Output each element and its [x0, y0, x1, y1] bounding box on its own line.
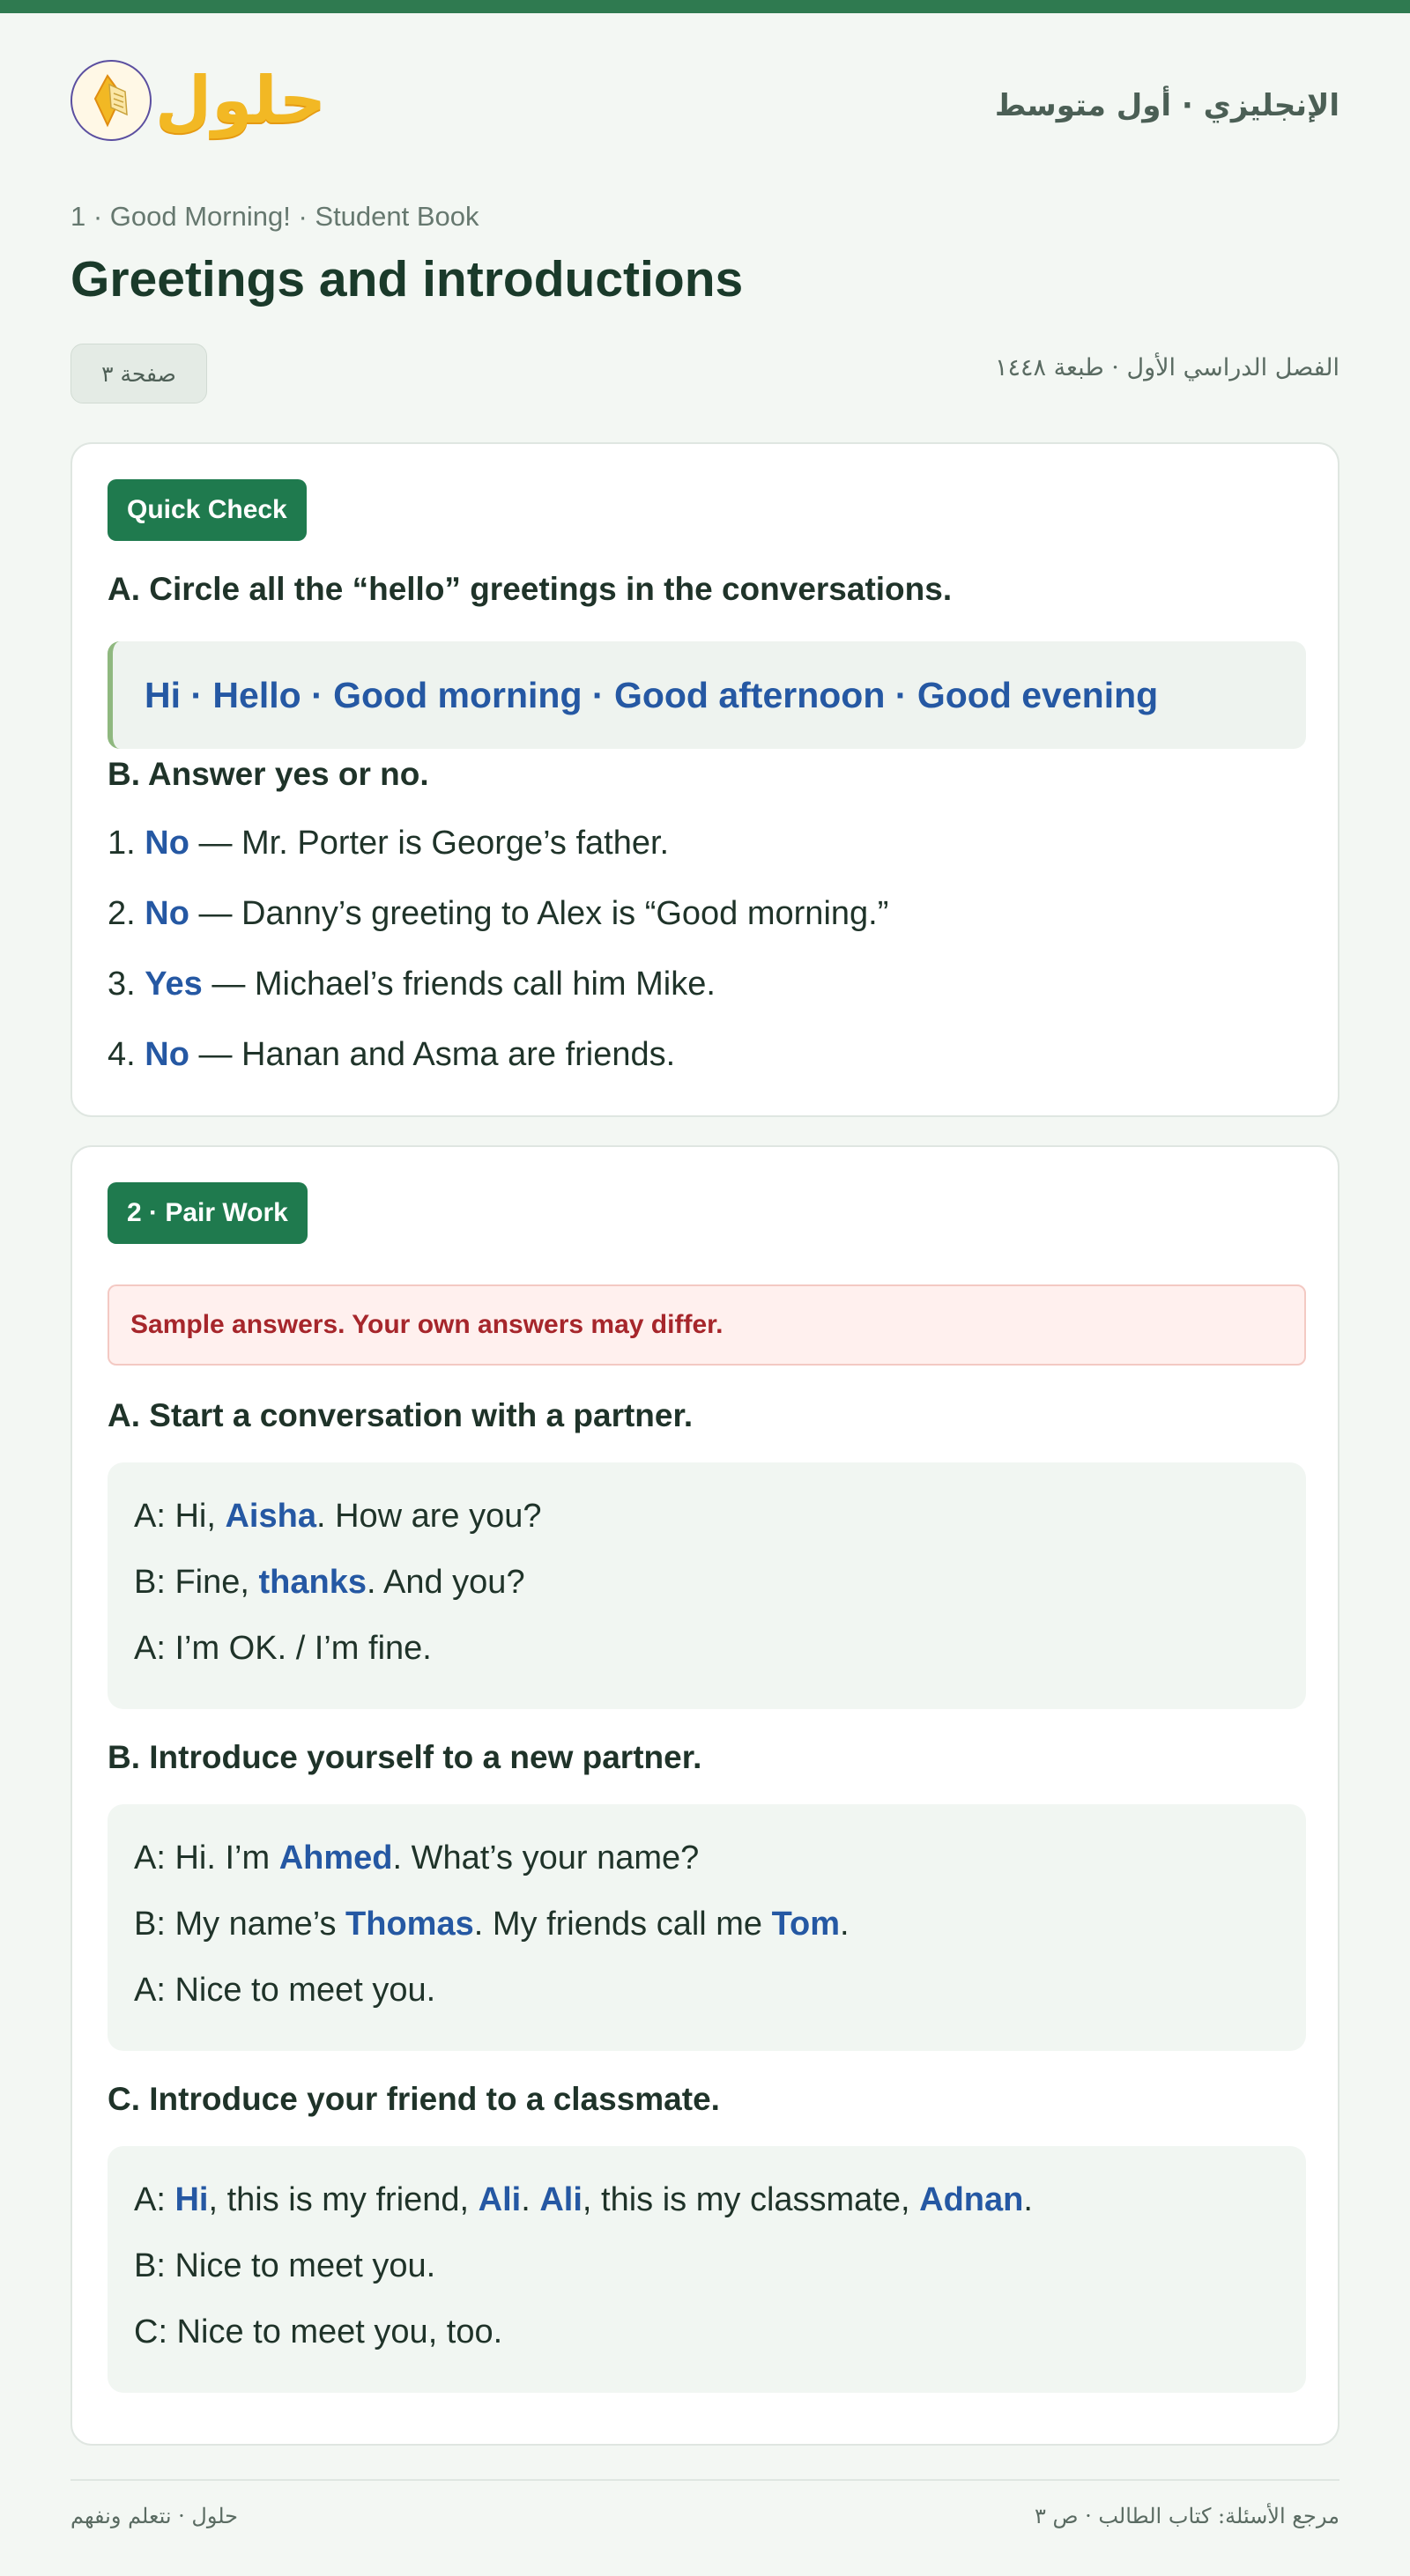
dialog-line: B: Nice to meet you.: [134, 2247, 436, 2284]
dialog-line: [134, 1564, 525, 1602]
answer-number: 4.: [108, 1036, 145, 1073]
dialog-line: [134, 1906, 850, 1943]
top-accent-bar: [0, 0, 1410, 13]
page-title: Greetings and introductions: [70, 251, 744, 307]
answer-item: [108, 895, 888, 933]
filled-answer: Hi: [174, 2181, 209, 2218]
greetings-answer-box: [108, 641, 1306, 749]
line-text: . What’s your name?: [392, 1839, 700, 1876]
pair-part-a-heading: A. Start a conversation with a partner.: [108, 1397, 694, 1433]
subject-title: الإنجليزي · أول متوسط: [994, 88, 1340, 123]
quick-check-card: [70, 442, 1340, 1117]
site-logo[interactable]: [70, 60, 326, 141]
dialog-line: [134, 2181, 1033, 2219]
dialog-line: A: Nice to meet you.: [134, 1972, 436, 2009]
pair-part-c-heading: C. Introduce your friend to a classmate.: [108, 2081, 720, 2117]
notice-text: Sample answers. Your own answers may differ.: [130, 1310, 724, 1339]
pair-part-b-heading: B. Introduce yourself to a new partner.: [108, 1739, 702, 1775]
answer-statement: — Michael’s friends call him Mike.: [202, 966, 716, 1003]
dialog-line: [134, 1839, 699, 1877]
filled-answer: Tom: [771, 1906, 841, 1943]
breadcrumb: 1 · Good Morning! · Student Book: [70, 201, 479, 232]
line-text: . And you?: [366, 1564, 525, 1601]
filled-answer: Ali: [478, 2181, 522, 2218]
quick-check-tag: Quick Check: [108, 479, 307, 541]
filled-answer: Ali: [539, 2181, 583, 2218]
filled-answer: Aisha: [225, 1498, 316, 1535]
logo-emblem-icon: [70, 60, 152, 141]
line-text: A: Hi. I’m: [134, 1839, 279, 1876]
semester-label: الفصل الدراسي الأول · طبعة ١٤٤٨: [994, 354, 1340, 381]
line-text: , this is my classmate,: [582, 2181, 920, 2218]
answer-item: [108, 1036, 675, 1074]
part-a-heading: A. Circle all the “hello” greetings in the conversations.: [108, 571, 953, 607]
line-text: .: [840, 1906, 850, 1943]
answer-statement: — Danny’s greeting to Alex is “Good morning.”: [189, 895, 889, 932]
answer-number: 2.: [108, 895, 145, 932]
line-text: B: My name’s: [134, 1906, 346, 1943]
answer-value: No: [145, 825, 189, 862]
line-text: .: [1023, 2181, 1033, 2218]
filled-answer: Adnan: [919, 2181, 1024, 2218]
answer-statement: — Hanan and Asma are friends.: [189, 1036, 676, 1073]
dialog-line: [134, 1498, 542, 1536]
logo-wordmark: حلول: [155, 63, 327, 138]
line-text: A: Hi,: [134, 1498, 226, 1535]
line-text: B: Fine,: [134, 1564, 259, 1601]
conversation-box: [108, 2146, 1306, 2393]
footer-divider: [70, 2479, 1340, 2481]
line-text: .: [521, 2181, 540, 2218]
page-number-chip: صفحة ٣: [70, 344, 207, 403]
line-text: , this is my friend,: [208, 2181, 479, 2218]
filled-answer: Thomas: [345, 1906, 474, 1943]
answer-value: No: [145, 1036, 189, 1073]
conversation-box: [108, 1462, 1306, 1709]
dialog-line: C: Nice to meet you, too.: [134, 2313, 503, 2350]
line-text: . My friends call me: [473, 1906, 772, 1943]
answer-number: 1.: [108, 825, 145, 862]
answer-value: Yes: [145, 966, 203, 1003]
footer-tagline: حلول · نتعلم ونفهم: [70, 2504, 238, 2528]
line-text: . How are you?: [315, 1498, 542, 1535]
greetings-list: Hi · Hello · Good morning · Good afternoon · Good evening: [145, 674, 1159, 715]
answer-statement: — Mr. Porter is George’s father.: [189, 825, 670, 862]
answer-value: No: [145, 895, 189, 932]
answer-item: [108, 825, 669, 862]
conversation-box: [108, 1804, 1306, 2051]
answer-item: [108, 966, 716, 1003]
pair-work-card: [70, 1145, 1340, 2446]
dialog-line: A: I’m OK. / I’m fine.: [134, 1630, 432, 1667]
part-b-heading: B. Answer yes or no.: [108, 756, 429, 792]
page-header: [70, 60, 1340, 162]
sample-answers-notice: [108, 1284, 1306, 1366]
pair-work-tag: 2 · Pair Work: [108, 1182, 308, 1244]
filled-answer: thanks: [258, 1564, 367, 1601]
filled-answer: Ahmed: [278, 1839, 393, 1876]
answer-number: 3.: [108, 966, 145, 1003]
footer-reference: مرجع الأسئلة: كتاب الطالب · ص ٣: [1034, 2504, 1340, 2528]
line-text: A:: [134, 2181, 175, 2218]
